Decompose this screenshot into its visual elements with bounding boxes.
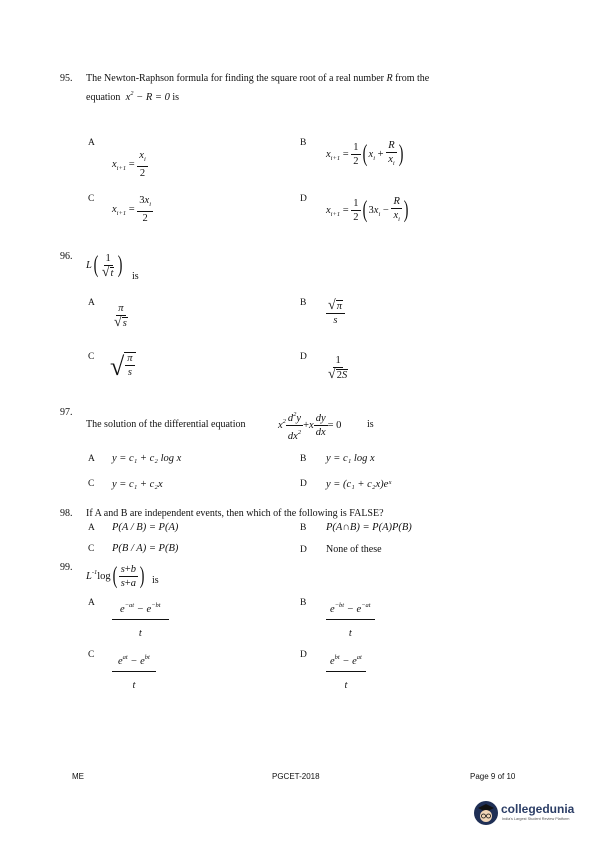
option-c-answer[interactable]: y = c₁ + c₂x [112, 479, 163, 490]
option-b-formula[interactable]: $x_{i+1}$ = $\frac{1}{2}$ ( $x_i$ + $\frac{R}{x_i}$ ) [326, 140, 404, 167]
option-b-label: B [300, 298, 307, 308]
option-d-answer[interactable]: None of these [326, 544, 382, 555]
option-c-label: C [88, 479, 95, 489]
option-d-formula[interactable]: $x_{i+1}$ = $\frac{1}{2}$ ( $3x_i$ − $\frac{R}{x_i}$ ) [326, 196, 409, 223]
option-c-label: C [88, 544, 95, 554]
question-number: 95. [60, 73, 73, 84]
option-d-label: D [300, 194, 307, 204]
option-d-formula[interactable]: $\frac{1}{√2S}$ [328, 355, 348, 382]
logo-tagline: India's Largest Student Review Platform [502, 817, 570, 821]
option-a-answer[interactable]: y = c₁ + c₂ log x [112, 453, 182, 464]
question-number: 99. [60, 562, 73, 573]
option-d-answer[interactable]: y = (c₁ + c₂x)eˣ [326, 479, 392, 490]
option-d-label: D [300, 545, 307, 555]
question-text: The Newton-Raphson formula for finding the square root of a real number R from the [86, 73, 430, 84]
option-a-label: A [88, 523, 95, 533]
question-is: is [367, 419, 374, 430]
option-b-answer[interactable]: P(A∩B) = P(A)P(B) [326, 522, 412, 533]
option-b-label: B [300, 138, 307, 148]
option-a-label: A [88, 598, 95, 608]
option-c-label: C [88, 650, 95, 660]
option-a-label: A [88, 454, 95, 464]
option-c-formula[interactable]: $x_{i+1}$ = $\frac{3x_i}{2}$ [112, 195, 152, 224]
option-b-formula[interactable]: $\frac{e^{-bt} - e^{-at}}{t}$ [326, 600, 375, 639]
option-a-formula[interactable]: $\frac{e^{-at} - e^{-bt}}{t}$ [112, 600, 169, 639]
question-expression: $L^{-1}\log$( $\frac{s+b}{s+a}$ ) [86, 563, 145, 589]
option-a-label: A [88, 298, 95, 308]
question-text: If A and B are independent events, then which of the following is FALSE? [86, 508, 384, 519]
option-d-label: D [300, 352, 307, 362]
differential-equation: $x^2$ $\frac{d^2y}{dx^2}$ +x $\frac{dy}{dx}$ = 0 [278, 411, 342, 442]
option-c-label: C [88, 352, 95, 362]
option-a-formula[interactable]: $x_{i+1}$ = $\frac{x_i}{2}$ [112, 150, 146, 179]
option-a-label: A [88, 138, 95, 148]
option-c-formula[interactable]: $\frac{e^{at} - e^{bt}}{t}$ [112, 652, 156, 691]
footer-center: PGCET-2018 [272, 772, 320, 781]
option-c-label: C [88, 194, 95, 204]
question-is: is [132, 271, 139, 282]
option-a-formula[interactable]: $\frac{\pi}{√s}$ [114, 303, 127, 330]
question-expression: L( $\frac{1}{√t}$ ) [86, 252, 123, 280]
option-d-label: D [300, 479, 307, 489]
option-c-formula[interactable]: √ $\frac{\pi}{s}$ [110, 352, 136, 382]
footer-page-number: Page 9 of 10 [470, 772, 516, 781]
option-b-label: B [300, 523, 307, 533]
collegedunia-logo[interactable] [474, 798, 589, 830]
question-is: is [152, 575, 159, 586]
logo-name: collegedunia [501, 802, 575, 816]
question-text-line2: equation $x^2 - R = 0$ is [86, 90, 179, 103]
option-c-answer[interactable]: P(B / A) = P(B) [112, 543, 179, 554]
option-a-answer[interactable]: P(A / B) = P(A) [112, 522, 179, 533]
footer-left: ME [72, 772, 84, 781]
graduate-mascot-icon [474, 801, 498, 825]
option-d-label: D [300, 650, 307, 660]
option-b-label: B [300, 598, 307, 608]
question-text: The solution of the differential equation [86, 419, 246, 430]
question-number: 97. [60, 407, 73, 418]
question-number: 96. [60, 251, 73, 262]
option-b-answer[interactable]: y = c₁ log x [326, 453, 375, 464]
option-d-formula[interactable]: $\frac{e^{bt} - e^{at}}{t}$ [326, 652, 366, 691]
option-b-label: B [300, 454, 307, 464]
option-b-formula[interactable]: $\frac{√\pi}{s}$ [326, 300, 345, 326]
question-number: 98. [60, 508, 73, 519]
